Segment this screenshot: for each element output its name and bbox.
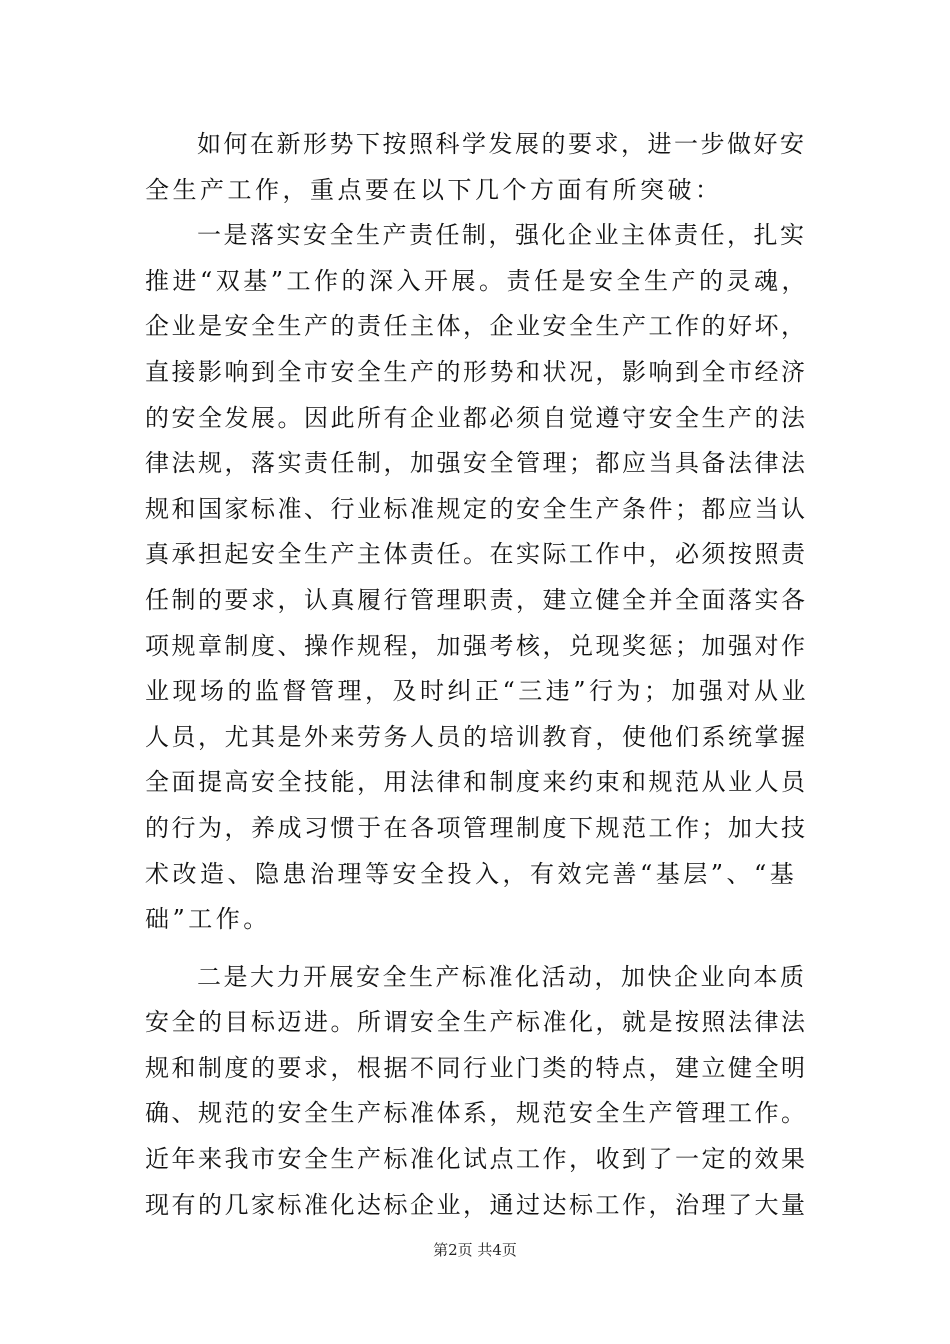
text-line: 任制的要求，认真履行管理职责，建立健全并全面落实各 [145, 585, 808, 614]
text-line: 全生产工作，重点要在以下几个方面有所突破： [145, 175, 723, 204]
text-line: 企业是安全生产的责任主体，企业安全生产工作的好坏， [145, 312, 808, 341]
text-line: 规和国家标准、行业标准规定的安全生产条件；都应当认 [145, 494, 808, 523]
text-line: 全面提高安全技能，用法律和制度来约束和规范从业人员 [145, 768, 808, 797]
paragraph-3 [145, 955, 810, 1229]
text-line: 律法规，落实责任制，加强安全管理；都应当具备法律法 [145, 449, 808, 478]
text-line: 业现场的监督管理，及时纠正“三违”行为；加强对从业 [145, 677, 810, 706]
text-line: 础”工作。 [145, 905, 271, 934]
text-line: 术改造、隐患治理等安全投入，有效完善“基层”、“基 [145, 859, 798, 888]
text-line: 人员，尤其是外来劳务人员的培训教育，使他们系统掌握 [145, 722, 808, 751]
text-line: 现有的几家标准化达标企业，通过达标工作，治理了大量 [145, 1190, 808, 1219]
text-line: 直接影响到全市安全生产的形势和状况，影响到全市经济 [145, 357, 808, 386]
document-body [145, 122, 810, 1228]
text-line: 推进“双基”工作的深入开展。责任是安全生产的灵魂， [145, 266, 810, 295]
text-line: 二是大力开展安全生产标准化活动，加快企业向本质 [197, 962, 807, 991]
paragraph-2 [145, 213, 810, 943]
text-line: 的行为，养成习惯于在各项管理制度下规范工作；加大技 [145, 813, 808, 842]
text-line: 规和制度的要求，根据不同行业门类的特点，建立健全明 [145, 1053, 808, 1082]
text-line: 的安全发展。因此所有企业都必须自觉遵守安全生产的法 [145, 403, 808, 432]
text-line: 近年来我市安全生产标准化试点工作，收到了一定的效果 [145, 1145, 808, 1174]
text-line: 如何在新形势下按照科学发展的要求，进一步做好安 [197, 130, 807, 158]
text-line: 真承担起安全生产主体责任。在实际工作中，必须按照责 [145, 540, 808, 569]
text-line: 确、规范的安全生产标准体系，规范安全生产管理工作。 [145, 1099, 808, 1128]
paragraph-spacer [145, 943, 810, 955]
paragraph-1 [145, 122, 810, 213]
text-line: 安全的目标迈进。所谓安全生产标准化，就是按照法律法 [145, 1008, 808, 1037]
page-number-footer: 第2页 共4页 [433, 1241, 517, 1259]
text-line: 一是落实安全生产责任制，强化企业主体责任，扎实 [197, 221, 807, 250]
text-line: 项规章制度、操作规程，加强考核，兑现奖惩；加强对作 [145, 631, 808, 660]
